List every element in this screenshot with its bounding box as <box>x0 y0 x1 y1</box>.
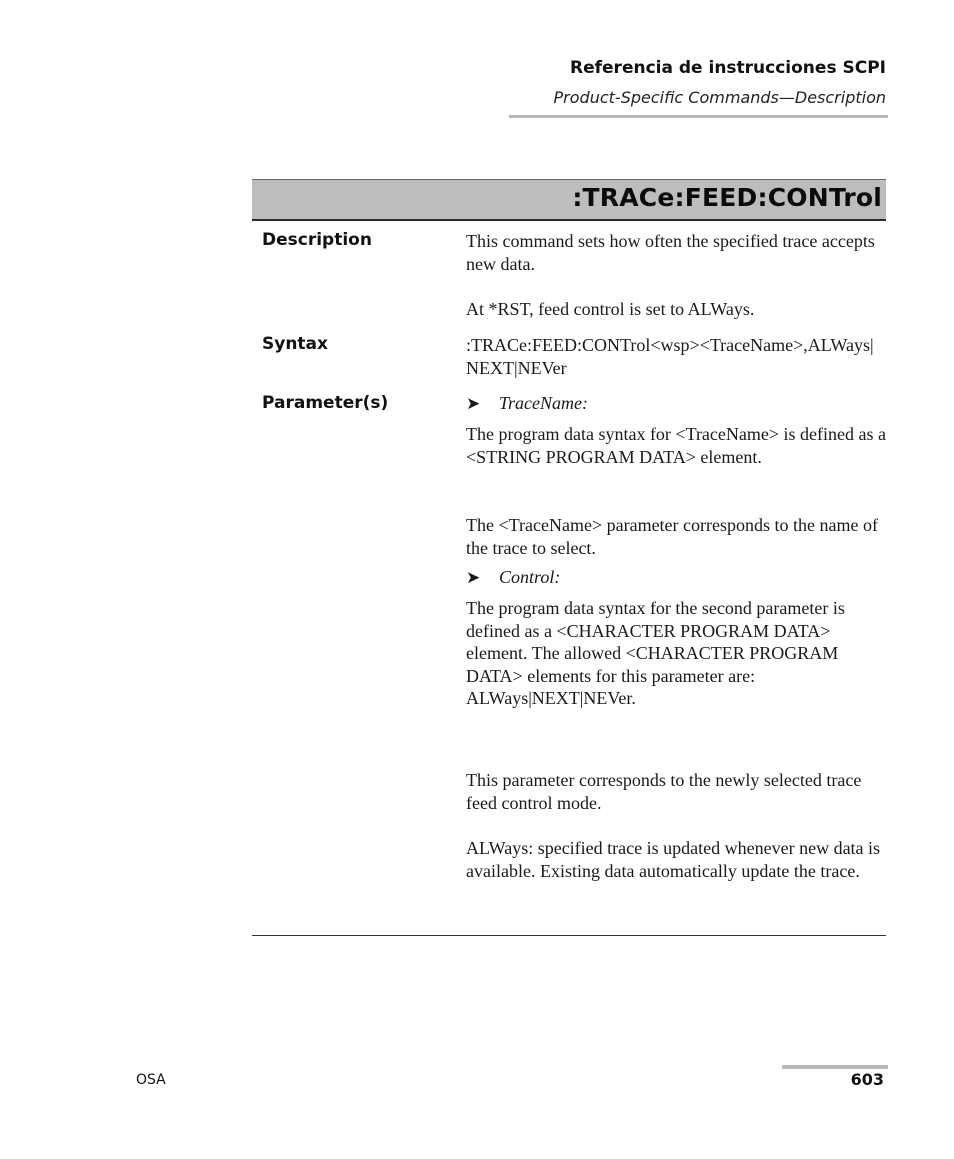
footer-product-name: OSA <box>136 1072 166 1088</box>
syntax-text: :TRACe:FEED:CONTrol<wsp><TraceName>,ALWays|NEXT|NEVer <box>466 335 874 378</box>
command-title: :TRACe:FEED:CONTrol <box>572 183 882 212</box>
page-number: 603 <box>850 1070 884 1089</box>
parameter-control-name: Control: <box>499 567 561 587</box>
parameter-tracename-name: TraceName: <box>499 393 588 413</box>
parameter-control-paragraph-2: This parameter corresponds to the newly selected trace feed control mode. <box>466 770 862 813</box>
description-paragraph-2: At *RST, feed control is set to ALWays. <box>466 299 755 319</box>
parameter-tracename-paragraph-1: The program data syntax for <TraceName> is defined as a <STRING PROGRAM DATA> element. <box>466 424 886 467</box>
parameter-tracename-heading <box>466 393 588 414</box>
syntax-label: Syntax <box>262 334 328 354</box>
description-label: Description <box>262 230 372 250</box>
parameter-control-heading <box>466 567 560 588</box>
parameters-label: Parameter(s) <box>262 393 389 413</box>
section-end-divider <box>252 935 886 936</box>
running-header-section: Product-Specific Commands—Description <box>553 88 886 107</box>
footer-divider <box>782 1065 888 1069</box>
arrow-bullet-icon: ➤ <box>466 394 481 414</box>
description-paragraph-1: This command sets how often the specified trace accepts new data. <box>466 231 875 274</box>
header-divider <box>509 115 888 118</box>
parameter-control-paragraph-3: ALWays: specified trace is updated whenever new data is available. Existing data automatically update the trace. <box>466 838 881 881</box>
parameter-control-paragraph-1: The program data syntax for the second parameter is defined as a <CHARACTER PROGRAM DATA> element. The allowed <CHARACTER PROGRAM DATA> elements for this parameter are: ALWays|NEXT|NEVer. <box>466 598 845 708</box>
parameter-tracename-paragraph-2: The <TraceName> parameter corresponds to the name of the trace to select. <box>466 515 878 558</box>
arrow-bullet-icon: ➤ <box>466 568 481 588</box>
command-title-bar <box>252 179 886 221</box>
running-header-chapter: Referencia de instrucciones SCPI <box>570 58 886 78</box>
